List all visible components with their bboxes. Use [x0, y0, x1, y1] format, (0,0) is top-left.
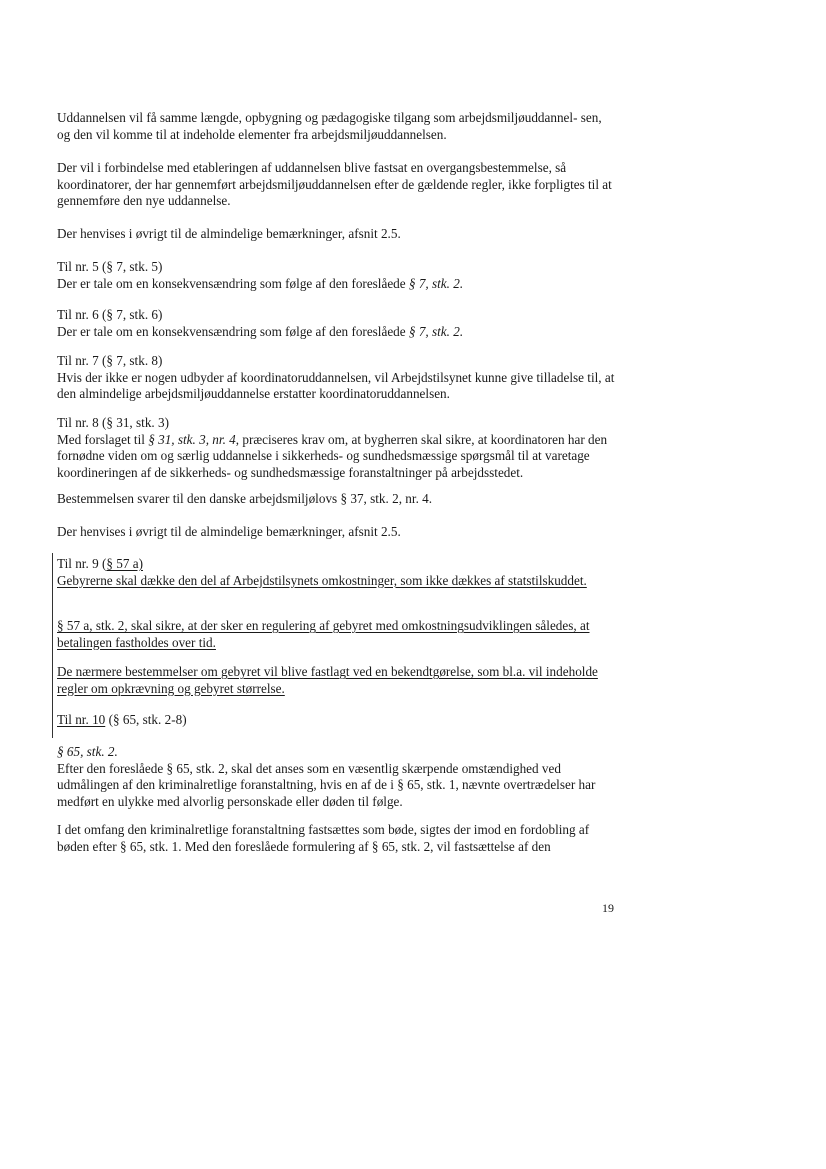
- section-nr7: [57, 353, 617, 403]
- nr6-text: Der er tale om en konsekvensændring som følge af den foreslåede: [57, 323, 409, 339]
- nr10-heading-b: (§ 65, stk. 2-8): [105, 712, 187, 727]
- section-65-stk2: [57, 744, 617, 810]
- nr5-reference: § 7, stk. 2.: [408, 275, 464, 291]
- nr6-body: [57, 324, 617, 341]
- paragraph-naermere-bestemmelser: De nærmere bestemmelser om gebyret vil blive fastlagt ved en bekendtgørelse, som bl.a. vil indeholde regler om opkrævning og gebyret størrelse.: [57, 664, 598, 696]
- section-nr8: [57, 415, 617, 481]
- paragraph-57a-stk2: § 57 a, stk. 2, skal sikre, at der sker en regulering af gebyret med omkostningsudviklingen således, at betalingen fastholdes over tid.: [57, 618, 590, 650]
- nr9-heading-ref: § 57 a): [106, 556, 143, 571]
- paragraph-overgangsbestemmelse: Der vil i forbindelse med etableringen af uddannelsen blive fastsat en overgangsbestemmelse, så koordinatorer, der har gennemført arbejdsmiljøuddannelsen efter de gældende regler, ikke forpligtes til at gennemføre den nye uddannelse.: [57, 160, 612, 208]
- paragraph-bestemmelsen: Bestemmelsen svarer til den danske arbejdsmiljølovs § 37, stk. 2, nr. 4.: [57, 491, 433, 506]
- nr9-heading-text: Til nr. 9 (: [57, 556, 107, 571]
- nr8-text-a: Med forslaget til: [57, 431, 149, 447]
- nr8-heading: Til nr. 8 (§ 31, stk. 3): [57, 415, 169, 430]
- nr9-heading: [57, 556, 617, 573]
- nr6-reference: § 7, stk. 2.: [408, 323, 464, 339]
- nr5-body: [57, 276, 617, 293]
- nr8-body: [57, 432, 617, 482]
- paragraph-henvisning: Der henvises i øvrigt til de almindelige bemærkninger, afsnit 2.5.: [57, 226, 401, 241]
- section-nr5: [57, 259, 617, 292]
- nr8-text-b: , præciseres krav om, at bygherren skal sikre, at koordinatoren har den fornødne viden om og særlig uddannelse i sikkerheds- og sundhedsmæssige spørgsmål til at varetage koordineringen af de sikkerheds- og sundhedsmæssige foranstaltninger på arbejdsstedet.: [57, 431, 608, 480]
- nr5-heading: Til nr. 5 (§ 7, stk. 5): [57, 259, 163, 274]
- nr7-text: Hvis der ikke er nogen udbyder af koordinatoruddannelsen, vil Arbejdstilsynet kunne give tilladelse til, at den almindelige arbejdsmiljøuddannelse erstatter koordinatoruddannelsen.: [57, 369, 615, 401]
- revision-bar: [52, 553, 53, 738]
- section-nr10: [57, 712, 617, 729]
- section-nr6: [57, 307, 617, 340]
- paragraph-boede: I det omfang den kriminalretlige foranstaltning fastsættes som bøde, sigtes der imod en fordobling af bøden efter § 65, stk. 1. Med den foreslåede formulering af § 65, stk. 2, vil fastsættelse af den: [57, 822, 590, 854]
- nr10-heading-a: Til nr. 10: [57, 712, 106, 727]
- sec65-text: Efter den foreslåede § 65, stk. 2, skal det anses som en væsentlig skærpende omstændighed ved udmålingen af den kriminalretlige foranstaltning, hvis en af de i § 65, stk. 1, nævnte overtrædelser har medført en ulykke med alvorlig personskade eller døden til følge.: [57, 760, 596, 809]
- nr9-text: Gebyrerne skal dække den del af Arbejdstilsynets omkostninger, som ikke dækkes af statstilskuddet.: [57, 572, 587, 588]
- nr8-reference: § 31, stk. 3, nr. 4: [148, 431, 236, 447]
- page-number: 19: [602, 901, 614, 915]
- sec65-heading: § 65, stk. 2.: [57, 744, 118, 759]
- section-nr9: [57, 556, 617, 589]
- paragraph-henvisning-2: Der henvises i øvrigt til de almindelige bemærkninger, afsnit 2.5.: [57, 524, 401, 539]
- nr7-heading: Til nr. 7 (§ 7, stk. 8): [57, 353, 163, 368]
- paragraph-uddannelsen: Uddannelsen vil få samme længde, opbygning og pædagogiske tilgang som arbejdsmiljøuddannel- sen, og den vil komme til at indeholde elementer fra arbejdsmiljøuddannelsen.: [57, 110, 602, 142]
- nr5-text: Der er tale om en konsekvensændring som følge af den foreslåede: [57, 275, 409, 291]
- nr6-heading: Til nr. 6 (§ 7, stk. 6): [57, 307, 163, 322]
